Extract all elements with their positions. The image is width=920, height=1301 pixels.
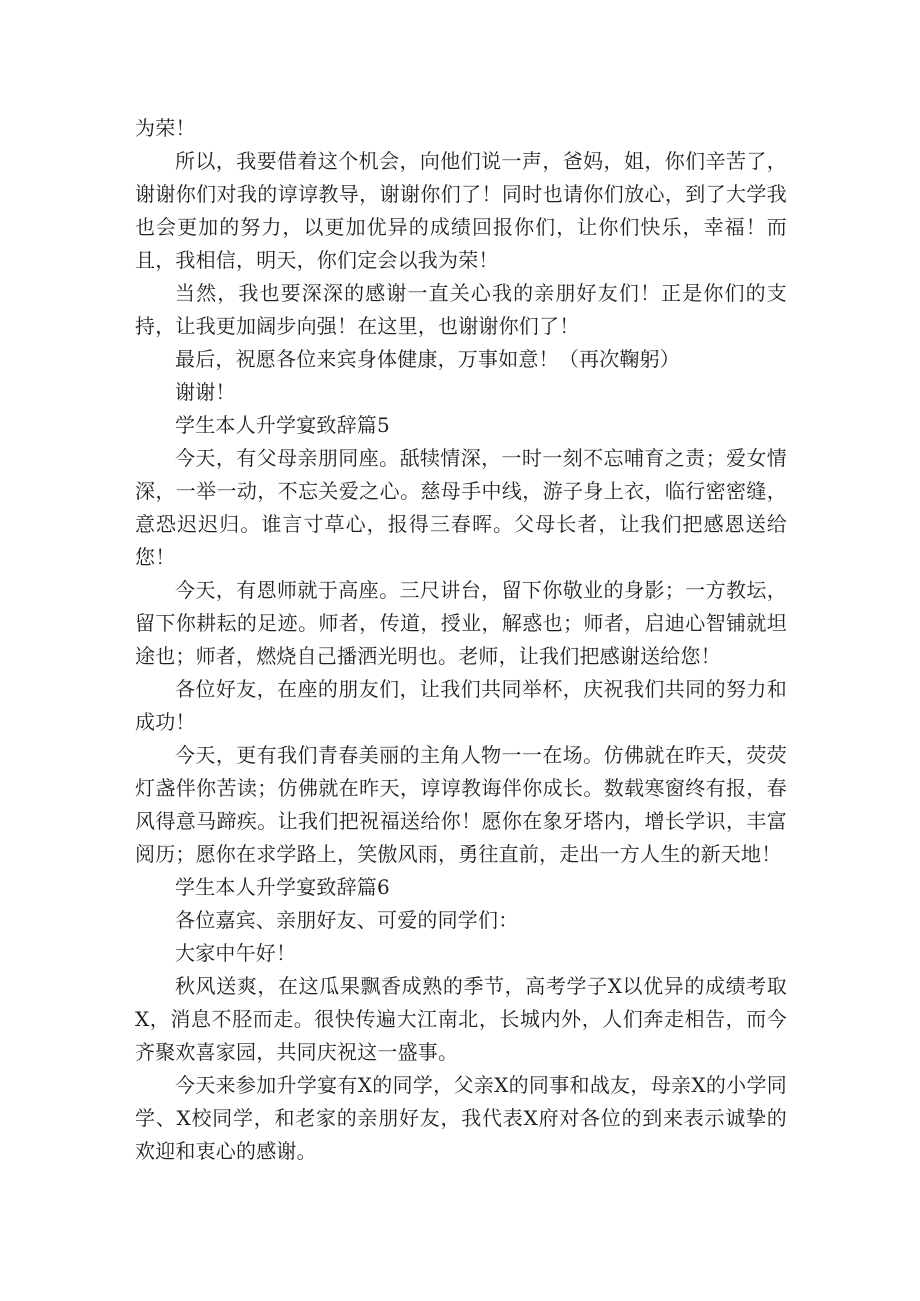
paragraph: 当然，我也要深深的感谢一直关心我的亲朋好友们！正是你们的支持，让我更加阔步向强！在这里，也谢谢你们了！ [135,281,787,338]
paragraph: 今天来参加升学宴有X的同学，父亲X的同事和战友，母亲X的小学同学、X校同学，和老家的亲朋好友，我代表X府对各位的到来表示诚挚的欢迎和衷心的感谢。 [135,1073,787,1163]
paragraph: 今天，有恩师就于高座。三尺讲台，留下你敬业的身影；一方教坛，留下你耕耘的足迹。师者，传道，授业，解惑也；师者，启迪心智铺就坦途也；师者，燃烧自己播洒光明也。老师，让我们把感谢送给您！ [135,578,787,668]
paragraph: 今天，有父母亲朋同座。舐犊情深，一时一刻不忘哺育之责；爱女情深，一举一动，不忘关爱之心。慈母手中线，游子身上衣，临行密密缝，意恐迟迟归。谁言寸草心，报得三春晖。父母长者，让我们把感恩送给您！ [135,446,787,569]
paragraph: 最后，祝愿各位来宾身体健康，万事如意！（再次鞠躬） [175,347,680,371]
paragraph: 今天，更有我们青春美丽的主角人物一一在场。仿佛就在昨天，荧荧灯盏伴你苦读；仿佛就在昨天，谆谆教诲伴你成长。数载寒窗终有报，春风得意马蹄疾。让我们把祝福送给你！愿你在象牙塔内，增长学识，丰富阅历；愿你在求学路上，笑傲风雨，勇往直前，走出一方人生的新天地！ [135,743,787,866]
document-body [135,112,787,1168]
paragraph: 各位好友，在座的朋友们，让我们共同举杯，庆祝我们共同的努力和成功！ [135,677,787,734]
paragraph: 秋风送爽，在这瓜果飘香成熟的季节，高考学子X以优异的成绩考取X，消息不胫而走。很快传遍大江南北，长城内外，人们奔走相告，而今齐聚欢喜家园，共同庆祝这一盛事。 [135,974,787,1064]
paragraph: 各位嘉宾、亲朋好友、可爱的同学们： [175,908,519,932]
paragraph: 所以，我要借着这个机会，向他们说一声，爸妈，姐，你们辛苦了，谢谢你们对我的谆谆教导，谢谢你们了！同时也请你们放心，到了大学我也会更加的努力，以更加优异的成绩回报你们，让你们快乐，幸福！而且，我相信，明天，你们定会以我为荣！ [135,149,787,272]
section-heading: 学生本人升学宴致辞篇6 [175,875,390,899]
paragraph: 大家中午好！ [175,941,297,965]
paragraph-continuation: 为荣！ [135,116,196,140]
paragraph: 谢谢！ [175,380,236,404]
section-heading: 学生本人升学宴致辞篇5 [175,413,390,437]
